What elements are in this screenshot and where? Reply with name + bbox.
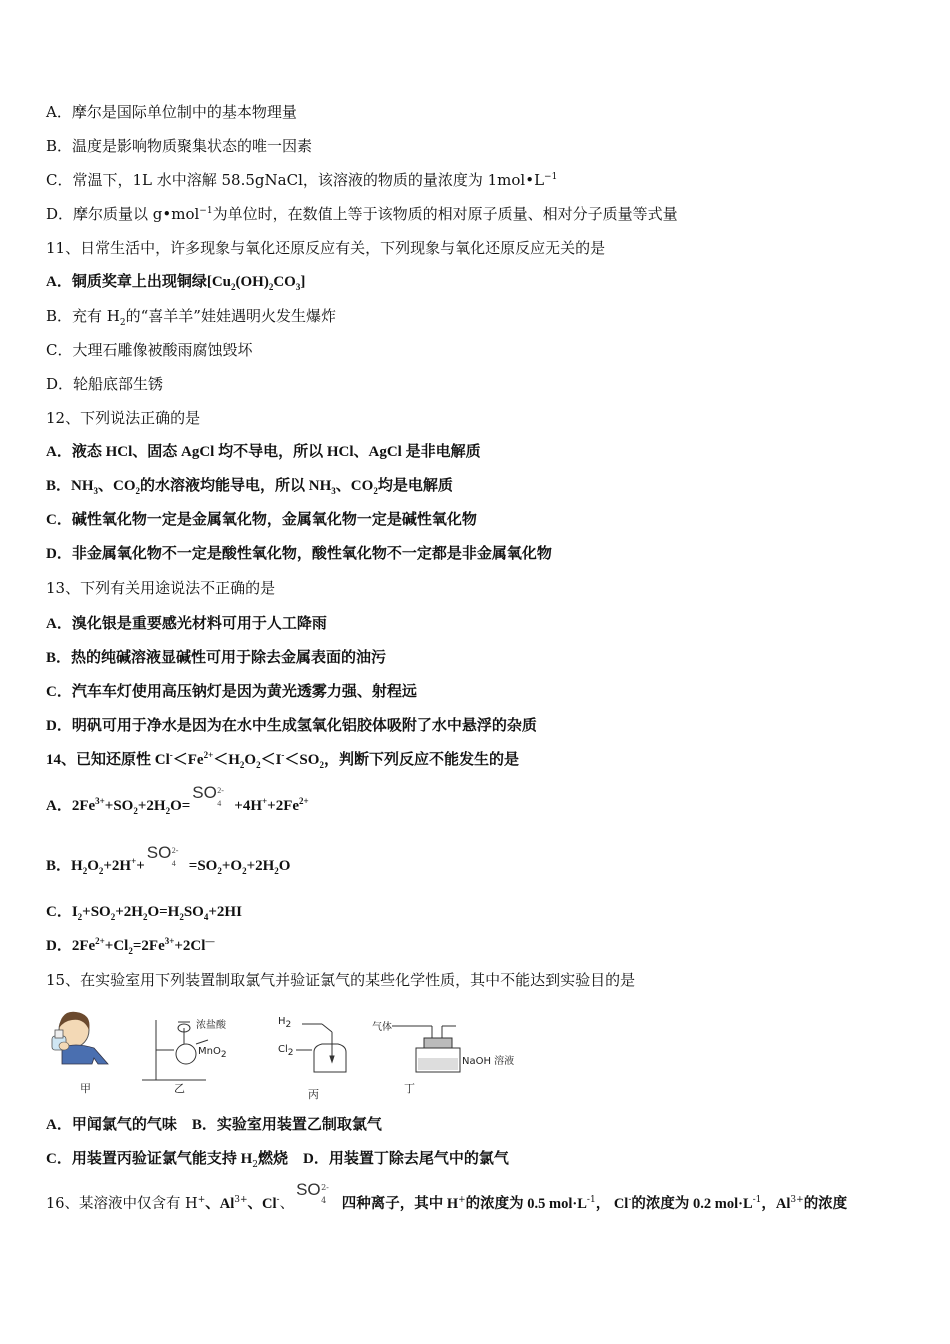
- so4-charge: 2-: [321, 1183, 329, 1192]
- q16-s3: -: [276, 1195, 280, 1206]
- q14-c-t2: +SO: [82, 904, 111, 920]
- q14-stem-s5: -: [281, 750, 285, 760]
- q14-stem-t5: ＜I: [260, 752, 282, 768]
- so4-sub: 4: [321, 1196, 327, 1205]
- q10-d-sup: −1: [199, 206, 213, 216]
- q14-b-t7: +2H: [246, 858, 275, 874]
- q11-stem-text: 11、日常生活中，许多现象与氧化还原反应有关，下列现象与氧化还原反应无关的是: [46, 239, 606, 257]
- q16-t7: ， Cl: [595, 1196, 629, 1212]
- q12-a-text: A．液态 HCl、固态 AgCl 均不导电，所以 HCl、AgCl 是非电解质: [46, 444, 481, 460]
- q11-b-t1: B．充有 H: [46, 307, 120, 325]
- q10-c-text: C．常温下，1L 水中溶解 58.5gNaCl，该溶液的物质的量浓度为 1mol•L: [46, 171, 545, 189]
- q14-c-t4: O=H: [147, 904, 180, 920]
- q14-b-t8: O: [278, 858, 291, 874]
- q10-option-a-text: A．摩尔是国际单位制中的基本物理量: [46, 103, 297, 121]
- q11-c-text: C．大理石雕像被酸雨腐蚀毁坏: [46, 341, 253, 359]
- q16-t5: 四种离子，其中 H: [338, 1196, 459, 1212]
- q16-t10: 的浓度: [803, 1196, 848, 1212]
- q11-b-t2: 的“喜羊羊”娃娃遇明火发生爆炸: [125, 307, 336, 325]
- label-mno2: [198, 1046, 227, 1060]
- label-mno2-text: MnO: [198, 1046, 221, 1057]
- q13-option-b: [46, 648, 386, 668]
- q14-stem-t6: ＜SO: [284, 752, 320, 768]
- q14-c-t6: +2HI: [208, 904, 242, 920]
- q12-option-a: [46, 442, 481, 462]
- q12-d-text: D．非金属氧化物不一定是酸性氧化物，酸性氧化物不一定都是非金属氧化物: [46, 546, 552, 562]
- q12-b-s4: 2: [373, 486, 378, 496]
- label-cl2: [278, 1044, 294, 1058]
- q15-stem-text: 15、在实验室用下列装置制取氯气并验证氯气的某些化学性质，其中不能达到实验目的是: [46, 971, 636, 989]
- q14-c-t1: C．I: [46, 904, 78, 920]
- q11-a-s2: 2: [268, 282, 274, 292]
- q12-option-b: [46, 476, 453, 496]
- q14-d-s3: 3+: [164, 936, 175, 946]
- figure-label-bing: 丙: [308, 1088, 319, 1101]
- q14-option-a: [46, 782, 309, 817]
- q14-option-d: [46, 936, 214, 956]
- q12-stem-text: 12、下列说法正确的是: [46, 409, 201, 427]
- q14-a-t3: +2H: [137, 798, 166, 814]
- q14-stem: [46, 750, 519, 770]
- q16-stem: [46, 1180, 848, 1214]
- so4-charge: 2-: [217, 785, 224, 795]
- q15-b-text: B．实验室用装置乙制取氯气: [191, 1117, 382, 1133]
- q14-b-t6: +O: [221, 858, 243, 874]
- q12-option-c: [46, 510, 477, 530]
- figure-label-jia: 甲: [80, 1082, 91, 1095]
- q14-b-s6: 2: [242, 866, 247, 876]
- label-h2: [278, 1016, 292, 1030]
- q14-b-s7: 2: [274, 866, 279, 876]
- q14-a-t2: +SO: [104, 798, 134, 814]
- q10-option-a: [46, 102, 297, 122]
- q16-s6: -1: [586, 1195, 596, 1206]
- q14-stem-s2: 2+: [203, 750, 214, 760]
- figure-label-ding: 丁: [404, 1082, 415, 1095]
- q14-option-b: [46, 842, 291, 877]
- label-gas: 气体: [372, 1022, 392, 1033]
- q15-d-text: D．用装置丁除去尾气中的氯气: [303, 1151, 509, 1167]
- q15-stem: [46, 970, 635, 990]
- q14-d-t2: +Cl: [104, 938, 129, 954]
- q14-d-s2: 2: [128, 946, 133, 956]
- q13-option-d: [46, 716, 537, 736]
- q13-b-text: B．热的纯碱溶液显碱性可用于除去金属表面的油污: [46, 650, 387, 666]
- q14-a-s5: +: [262, 796, 268, 806]
- q11-option-a: [46, 272, 305, 292]
- q14-stem-t4: O: [244, 752, 257, 768]
- q14-b-t1: B．H: [46, 858, 83, 874]
- q16-t6: 的浓度为 0.5 mol·L: [465, 1196, 587, 1212]
- q16-t2: 、Al: [205, 1196, 235, 1212]
- label-naoh-solution: NaOH 溶液: [462, 1056, 515, 1067]
- q10-d-text1: D．摩尔质量以 g•mol: [46, 205, 200, 223]
- q14-d-s4: —: [205, 936, 215, 946]
- q13-d-text: D．明矾可用于净水是因为在水中生成氢氧化铝胶体吸附了水中悬浮的杂质: [46, 718, 537, 734]
- q11-d-text: D．轮船底部生锈: [46, 375, 164, 393]
- q14-a-t5: +4H: [234, 798, 263, 814]
- q10-option-b: [46, 136, 312, 156]
- label-cl2-sub: 2: [287, 1048, 294, 1058]
- q13-option-c: [46, 682, 417, 702]
- so4-main: SO: [146, 842, 172, 862]
- q10-option-b-text: B．温度是影响物质聚集状态的唯一因素: [46, 137, 313, 155]
- q12-b-s2: 2: [135, 486, 141, 496]
- q15-c-text2: 燃烧: [258, 1151, 304, 1167]
- q14-stem-s3: 2: [239, 760, 245, 770]
- q11-a-t4: ]: [300, 274, 306, 290]
- q14-b-s1: 2: [82, 866, 88, 876]
- q14-d-s1: 2+: [95, 936, 105, 946]
- q12-b-s3: 3: [331, 486, 336, 496]
- q11-option-d: [46, 374, 163, 394]
- q14-c-s3: 2: [142, 912, 148, 922]
- q11-a-t3: CO: [273, 274, 296, 290]
- q10-d-text2: 为单位时，在数值上等于该物质的相对原子质量、相对分子质量等式量: [212, 205, 678, 223]
- sulfate-ion-formula: [190, 782, 234, 817]
- q15-c-text1: C．用装置丙验证氯气能支持 H: [46, 1151, 253, 1167]
- q15-options-ab: [46, 1114, 382, 1135]
- q16-t1: 16、某溶液中仅含有 H: [46, 1196, 198, 1212]
- figure-ding-apparatus: [392, 1026, 460, 1072]
- q11-a-s3: 3: [295, 282, 301, 292]
- q14-b-t5: =SO: [188, 858, 218, 874]
- q14-a-s3: 2: [165, 806, 171, 816]
- q13-a-text: A．溴化银是重要感光材料可用于人工降雨: [46, 616, 327, 632]
- q16-s9: 3+: [790, 1195, 804, 1206]
- q11-a-t1: A．铜质奖章上出现铜绿[Cu: [46, 274, 232, 290]
- so4-sub: 4: [171, 858, 176, 868]
- q14-d-t3: =2Fe: [132, 938, 165, 954]
- so4-sub: 4: [217, 798, 222, 808]
- q16-t4: 、: [279, 1196, 295, 1212]
- q12-b-s1: 3: [93, 486, 99, 496]
- q10-c-sup: −1: [544, 172, 558, 182]
- q14-stem-s1: -: [169, 750, 173, 760]
- q14-stem-t1: 14、已知还原性 Cl: [46, 752, 170, 768]
- figure-jia-person: [52, 1012, 108, 1064]
- q13-c-text: C．汽车车灯使用高压钠灯是因为黄光透雾力强、射程远: [46, 684, 417, 700]
- q11-stem: [46, 238, 605, 258]
- q14-d-t1: D．2Fe: [46, 938, 96, 954]
- q11-b-s1: 2: [119, 318, 126, 328]
- sulfate-ion-formula: [145, 842, 189, 877]
- q14-stem-t3: ＜H: [213, 752, 240, 768]
- q15-options-cd: [46, 1148, 509, 1169]
- q11-a-t2: (OH): [235, 274, 269, 290]
- q13-stem-text: 13、下列有关用途说法不正确的是: [46, 579, 276, 597]
- q16-s8: -1: [752, 1195, 762, 1206]
- q15-c-sub: 2: [252, 1160, 258, 1170]
- figure-label-yi: 乙: [174, 1082, 185, 1095]
- q12-b-t5: 均是电解质: [377, 478, 453, 494]
- q16-s2: 3+: [234, 1195, 248, 1206]
- q14-a-t1: A．2Fe: [46, 798, 96, 814]
- q14-c-s4: 2: [179, 912, 184, 922]
- q14-d-t4: +2Cl: [174, 938, 206, 954]
- q14-c-s5: 4: [203, 912, 209, 922]
- so4-main: SO: [192, 782, 217, 802]
- figure-bing-apparatus: [296, 1024, 346, 1072]
- so4-main: SO: [296, 1180, 321, 1199]
- q10-option-c: [46, 170, 557, 190]
- q14-b-s3: +: [131, 856, 137, 866]
- q13-option-a: [46, 614, 327, 634]
- q15-a-text: A．甲闻氯气的气味: [46, 1117, 192, 1133]
- q10-option-d: [46, 204, 678, 224]
- q16-t3: 、Cl: [247, 1196, 277, 1212]
- q11-a-s1: 2: [231, 282, 236, 292]
- q12-stem: [46, 408, 200, 428]
- q14-b-t2: O: [87, 858, 99, 874]
- q14-c-s2: 2: [110, 912, 116, 922]
- q14-b-s5: 2: [217, 866, 222, 876]
- q14-b-s2: 2: [98, 866, 104, 876]
- q14-a-t4: O=: [170, 798, 191, 814]
- q16-s1: +: [197, 1195, 206, 1206]
- q14-a-s2: 2: [133, 806, 138, 816]
- q12-b-t2: 、CO: [98, 478, 136, 494]
- q12-b-t1: B．NH: [46, 478, 94, 494]
- label-h2-sub: 2: [285, 1020, 292, 1030]
- q16-t9: ，Al: [761, 1196, 791, 1212]
- q14-a-t6: +2Fe: [267, 798, 300, 814]
- q12-option-d: [46, 544, 552, 564]
- q15-apparatus-figure: [46, 1008, 526, 1100]
- q14-stem-s4: 2: [256, 760, 261, 770]
- q14-stem-t2: ＜Fe: [172, 752, 204, 768]
- label-mno2-sub: 2: [220, 1050, 227, 1060]
- label-conc-hcl: 浓盐酸: [196, 1020, 226, 1031]
- q11-option-b: [46, 306, 336, 326]
- q13-stem: [46, 578, 275, 598]
- q14-stem-t7: ，判断下列反应不能发生的是: [323, 752, 519, 768]
- q12-b-t4: 、CO: [335, 478, 374, 494]
- q14-c-t3: +2H: [115, 904, 143, 920]
- sulfate-ion-formula: [294, 1180, 338, 1214]
- q14-c-s1: 2: [77, 912, 83, 922]
- q16-t8: 的浓度为 0.2 mol·L: [631, 1196, 753, 1212]
- q12-c-text: C．碱性氧化物一定是金属氧化物，金属氧化物一定是碱性氧化物: [46, 512, 477, 528]
- q14-a-s1: 3+: [95, 796, 105, 806]
- q14-stem-s6: 2: [319, 760, 324, 770]
- q16-s7: -: [628, 1195, 632, 1206]
- q11-option-c: [46, 340, 252, 360]
- q14-option-c: [46, 902, 242, 922]
- q14-a-s6: 2+: [299, 796, 309, 806]
- label-cl2-text: Cl: [278, 1044, 288, 1055]
- q14-b-t4: +: [136, 858, 145, 874]
- q12-b-t3: 的水溶液均能导电，所以 NH: [140, 478, 332, 494]
- q14-c-t5: SO: [183, 904, 204, 920]
- q16-s5: +: [458, 1195, 466, 1206]
- so4-charge: 2-: [171, 845, 179, 855]
- q14-b-t3: +2H: [103, 858, 132, 874]
- label-h2-text: H: [278, 1016, 286, 1027]
